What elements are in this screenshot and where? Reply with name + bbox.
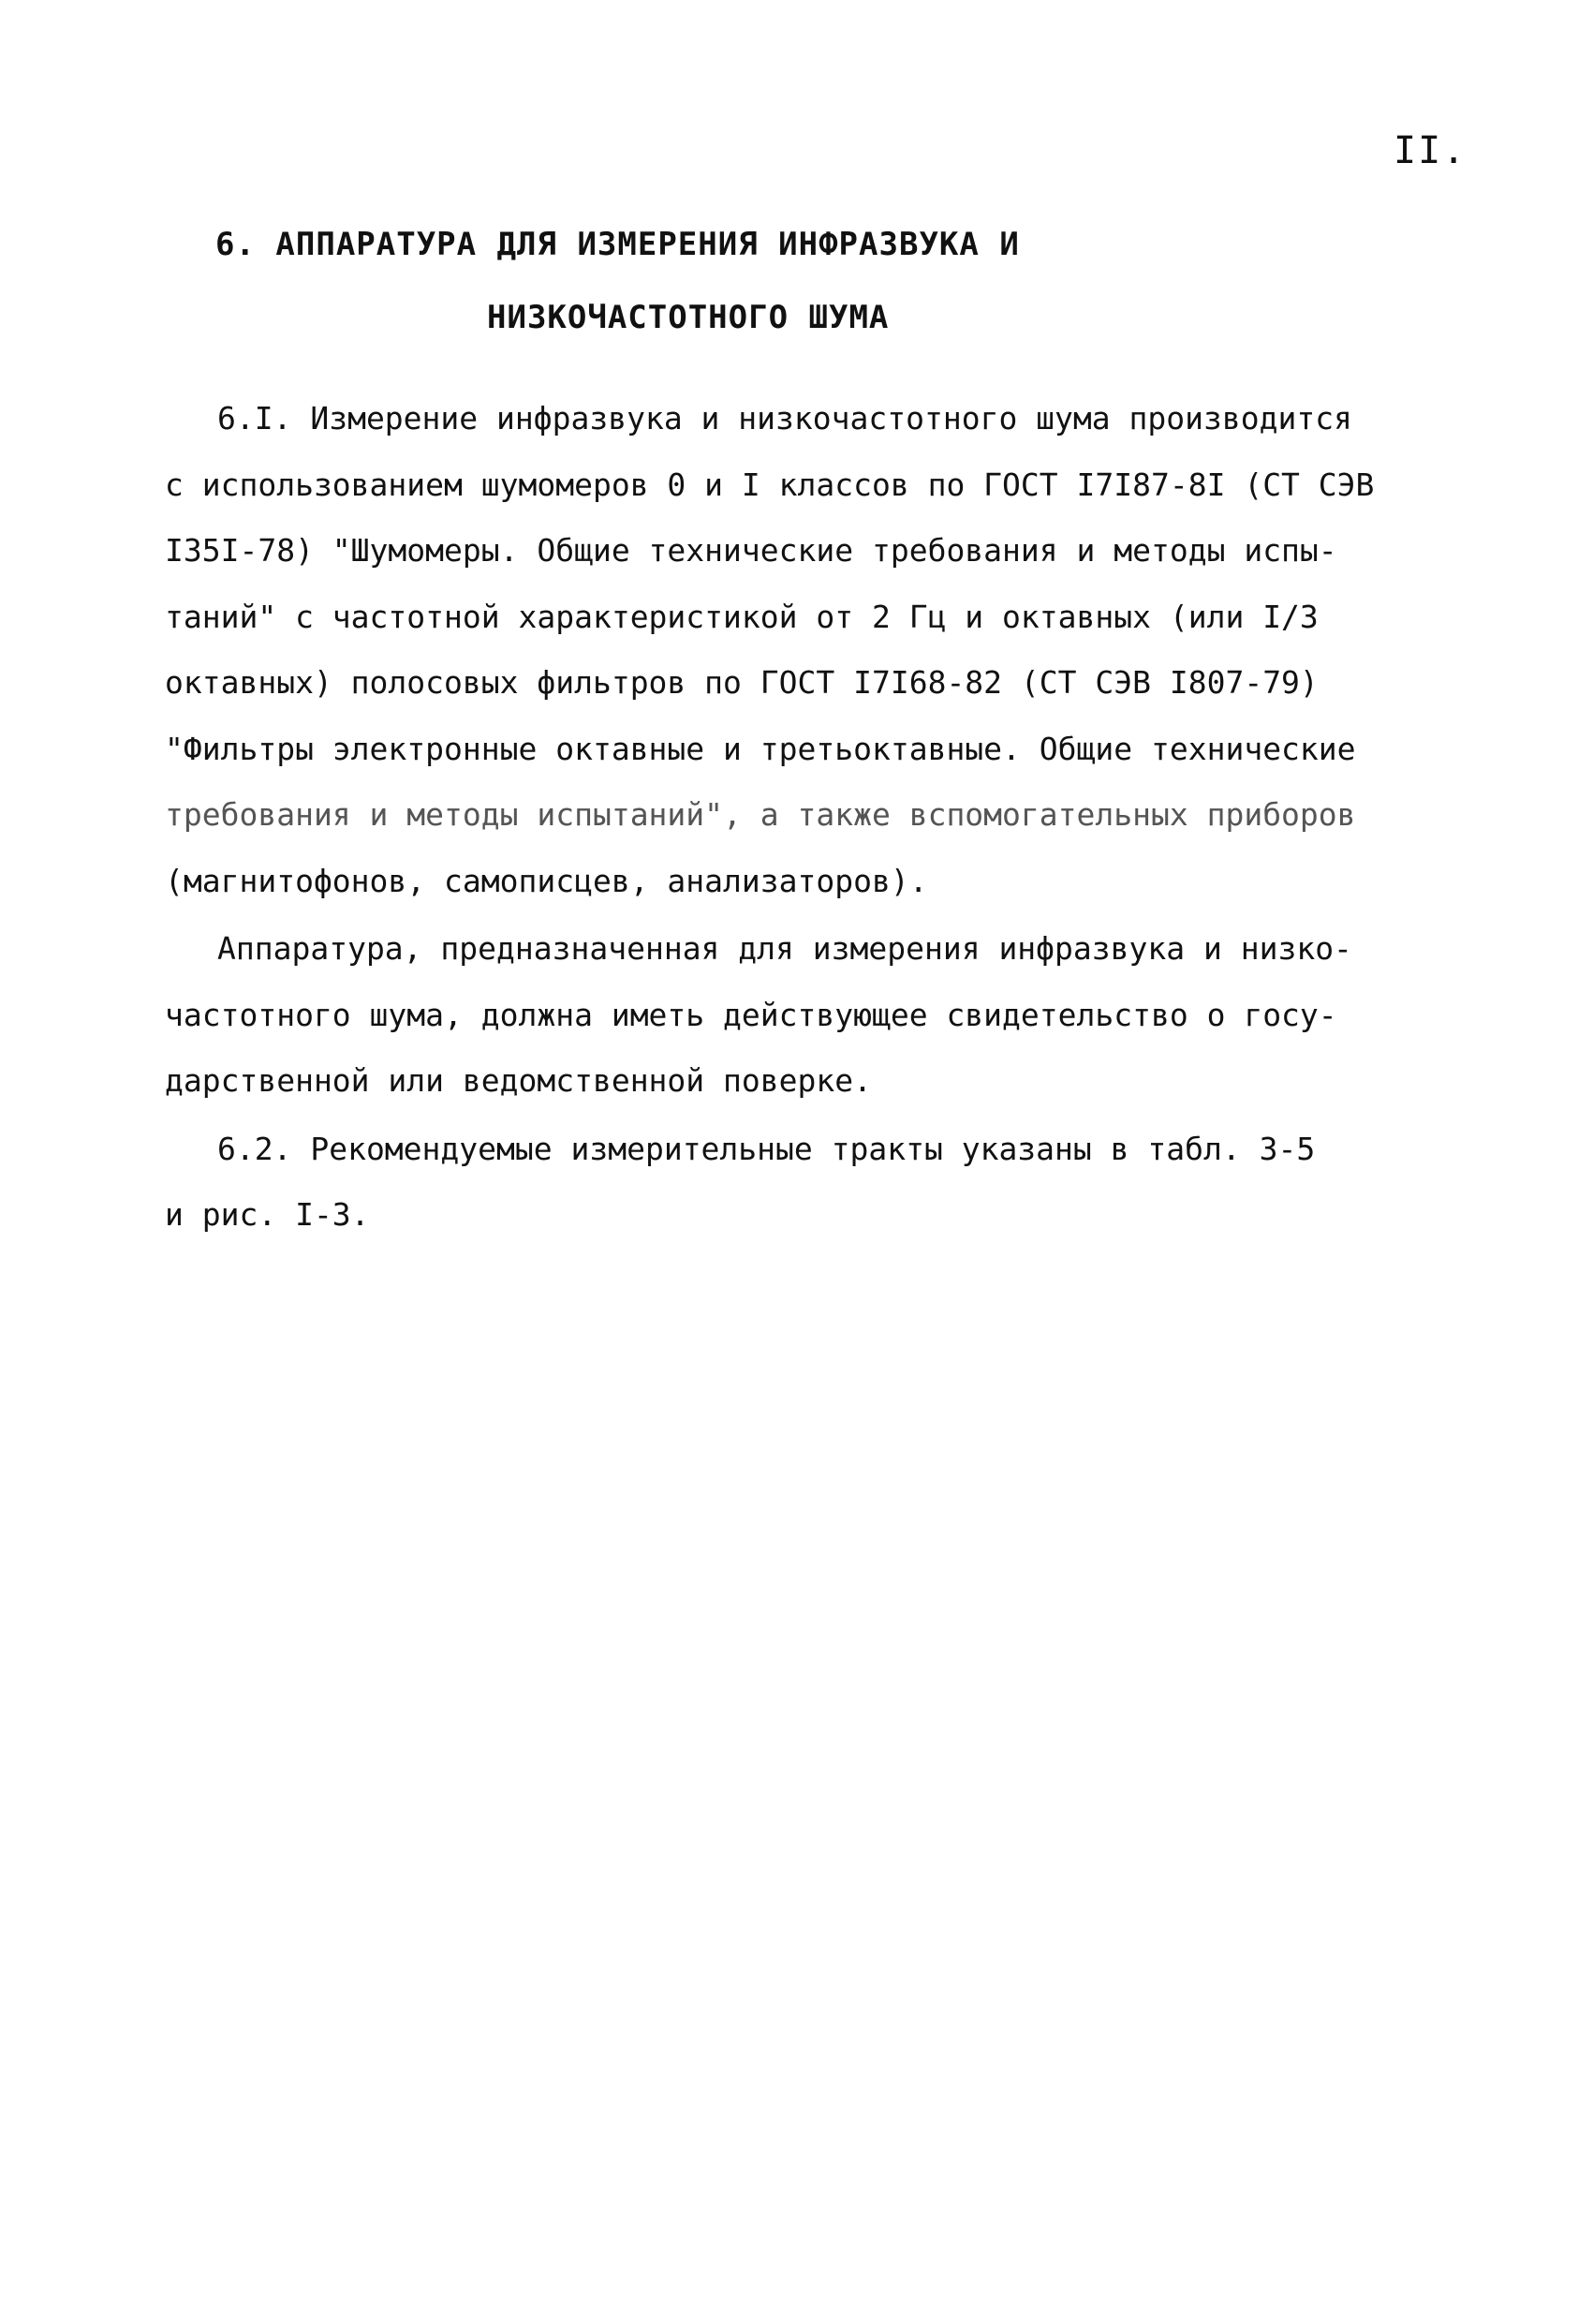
paragraph-6-1-line-5: октавных) полосовых фильтров по ГОСТ I7I68-82 (СТ СЭВ I807-79) xyxy=(165,664,1319,701)
page-number: II. xyxy=(1394,129,1468,172)
paragraph-equipment-line-2: частотного шума, должна иметь действующее свидетельство о госу- xyxy=(165,996,1337,1033)
paragraph-equipment-line-3: дарственной или ведомственной поверке. xyxy=(165,1062,872,1099)
section-heading-line-2: НИЗКОЧАСТОТНОГО ШУМА xyxy=(487,299,890,336)
paragraph-6-1-line-6: "Фильтры электронные октавные и третьоктавные. Общие технические xyxy=(165,730,1356,767)
paragraph-6-1-line-2: с использованием шумомеров 0 и I классов по ГОСТ I7I87-8I (СТ СЭВ xyxy=(165,466,1375,503)
paragraph-6-1-line-3: I35I-78) "Шумомеры. Общие технические требования и методы испы- xyxy=(165,532,1337,569)
paragraph-6-1-line-1: 6.I. Измерение инфразвука и низкочастотного шума производится xyxy=(217,400,1352,437)
paragraph-6-1-line-4: таний" с частотной характеристикой от 2 Гц и октавных (или I/3 xyxy=(165,598,1319,635)
paragraph-6-2-line-1: 6.2. Рекомендуемые измерительные тракты указаны в табл. 3-5 xyxy=(217,1130,1316,1167)
paragraph-6-1-line-7: требования и методы испытаний", а также вспомогательных приборов xyxy=(165,796,1356,833)
body-text xyxy=(165,386,1457,1249)
paragraph-6-2-line-2: и рис. I-3. xyxy=(165,1196,370,1233)
paragraph-equipment-line-1: Аппаратура, предназначенная для измерения инфразвука и низко- xyxy=(217,930,1352,967)
section-heading-line-1: 6. АППАРАТУРА ДЛЯ ИЗМЕРЕНИЯ ИНФРАЗВУКА И xyxy=(215,226,1020,263)
paragraph-6-1-line-8: (магнитофонов, самописцев, анализаторов). xyxy=(165,862,928,899)
section-heading xyxy=(215,208,1339,354)
